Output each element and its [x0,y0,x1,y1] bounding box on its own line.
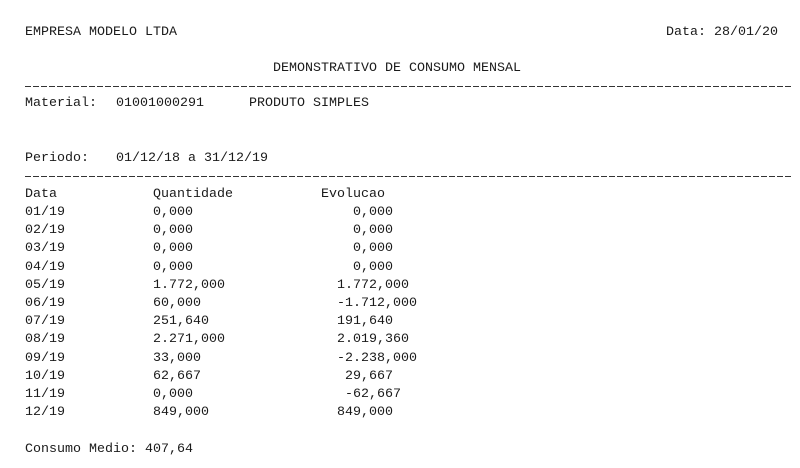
table-row [0,351,800,369]
cell-date: 04/19 [25,259,65,275]
table-row [0,332,800,350]
table-row [0,314,800,332]
cell-quantity: 33,000 [153,350,201,366]
cell-quantity: 2.271,000 [153,332,225,348]
cell-date: 09/19 [25,350,65,366]
period-label: Periodo: [25,151,89,166]
cell-date: 06/19 [25,296,65,311]
column-header-date: Data [25,187,57,202]
cell-date: 07/19 [25,314,65,330]
cell-evolution: 1.772,000 [337,277,409,293]
report-date: Data: 28/01/20 [666,25,778,40]
divider [25,176,791,177]
cell-evolution: 2.019,360 [337,332,409,348]
column-header-quantity: Quantidade [153,187,233,202]
cell-quantity: 251,640 [153,314,209,330]
cell-quantity: 0,000 [153,223,193,239]
cell-evolution: -2.238,000 [337,350,417,366]
cell-evolution: 0,000 [337,241,393,257]
column-header-evolution: Evolucao [321,187,385,202]
cell-date: 08/19 [25,332,65,348]
table-row [0,405,800,423]
table-row [0,296,800,314]
table-row [0,241,800,259]
table-row [0,278,800,296]
cell-quantity: 0,000 [153,205,193,220]
cell-date: 01/19 [25,205,65,220]
cell-date: 12/19 [25,405,65,421]
cell-date: 10/19 [25,368,65,384]
cell-evolution: 0,000 [337,205,393,220]
cell-quantity: 0,000 [153,387,193,402]
average-consumption: Consumo Medio: 407,64 [25,442,193,457]
cell-date: 05/19 [25,277,65,293]
period-value: 01/12/18 a 31/12/19 [116,151,268,166]
cell-evolution: 191,640 [337,314,393,330]
material-label: Material: [25,96,97,111]
cell-quantity: 849,000 [153,405,209,421]
cell-evolution: -1.712,000 [337,296,417,311]
material-description: PRODUTO SIMPLES [249,96,369,111]
divider [25,86,791,87]
table-row [0,387,800,405]
cell-evolution: 849,000 [337,405,393,421]
cell-date: 11/19 [25,387,65,402]
table-row [0,369,800,387]
table-row [0,260,800,278]
report-title: DEMONSTRATIVO DE CONSUMO MENSAL [273,61,521,76]
table-row [0,205,800,223]
cell-evolution: 0,000 [337,223,393,239]
material-code: 01001000291 [116,96,204,111]
cell-quantity: 0,000 [153,241,193,257]
cell-quantity: 62,667 [153,368,201,384]
cell-quantity: 1.772,000 [153,277,225,293]
cell-date: 02/19 [25,223,65,239]
cell-evolution: 29,667 [337,368,393,384]
table-row [0,223,800,241]
cell-evolution: -62,667 [337,387,401,402]
cell-quantity: 60,000 [153,296,201,311]
cell-quantity: 0,000 [153,259,193,275]
company-name: EMPRESA MODELO LTDA [25,25,177,40]
cell-date: 03/19 [25,241,65,257]
cell-evolution: 0,000 [337,259,393,275]
